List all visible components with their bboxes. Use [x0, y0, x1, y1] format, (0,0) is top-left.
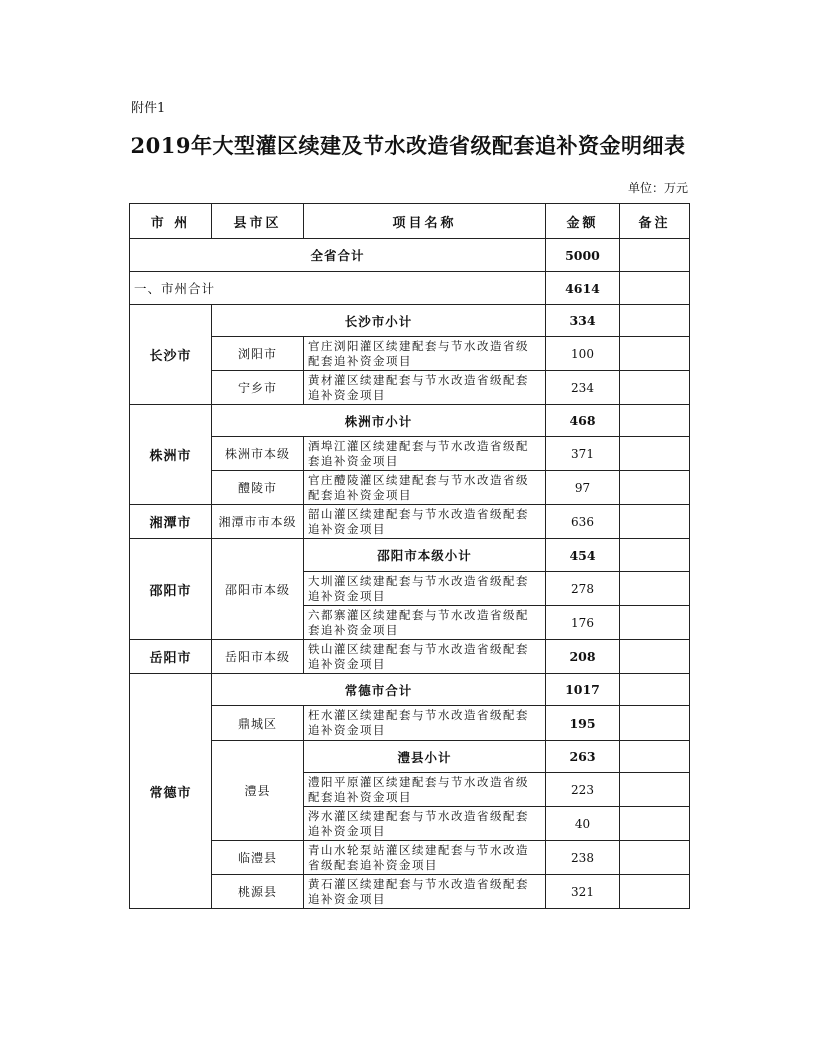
header-note: 备注 — [620, 204, 690, 239]
amount-cell: 208 — [546, 640, 620, 674]
subtotal-amount: 468 — [546, 405, 620, 437]
header-city: 市 州 — [130, 204, 212, 239]
note-cell — [620, 773, 690, 807]
attachment-label: 附件1 — [131, 101, 166, 116]
county-cell: 醴陵市 — [212, 471, 304, 505]
county-cell: 临澧县 — [212, 841, 304, 875]
note-cell — [620, 272, 690, 305]
city-cell: 常德市 — [130, 674, 212, 909]
city-total-label: 一、市州合计 — [130, 272, 546, 305]
subtotal-amount: 334 — [546, 305, 620, 337]
city-total-row — [130, 272, 690, 305]
note-cell — [620, 337, 690, 371]
amount-cell: 223 — [546, 773, 620, 807]
table-row — [130, 841, 690, 875]
county-cell: 澧县 — [212, 741, 304, 841]
table-row — [130, 505, 690, 539]
project-cell: 黄材灌区续建配套与节水改造省级配套追补资金项目 — [304, 371, 546, 405]
city-cell: 湘潭市 — [130, 505, 212, 539]
table-row — [130, 305, 690, 337]
table-row — [130, 741, 690, 773]
header-amount: 金额 — [546, 204, 620, 239]
project-cell: 青山水轮泵站灌区续建配套与节水改造省级配套追补资金项目 — [304, 841, 546, 875]
page-title: 2019年大型灌区续建及节水改造省级配套追补资金明细表 — [130, 133, 686, 158]
header-county: 县市区 — [212, 204, 304, 239]
unit-label: 单位：万元 — [628, 181, 689, 195]
county-cell: 湘潭市市本级 — [212, 505, 304, 539]
amount-cell: 278 — [546, 572, 620, 606]
header-project: 项目名称 — [304, 204, 546, 239]
note-cell — [620, 841, 690, 875]
project-cell: 铁山灌区续建配套与节水改造省级配套追补资金项目 — [304, 640, 546, 674]
table-row — [130, 875, 690, 909]
project-cell: 澧阳平原灌区续建配套与节水改造省级配套追补资金项目 — [304, 773, 546, 807]
table-row — [130, 706, 690, 741]
subtotal-label: 常德市合计 — [212, 674, 546, 706]
project-cell: 六都寨灌区续建配套与节水改造省级配套追补资金项目 — [304, 606, 546, 640]
province-total-label: 全省合计 — [130, 239, 546, 272]
amount-cell: 40 — [546, 807, 620, 841]
note-cell — [620, 539, 690, 572]
funding-table — [129, 203, 690, 909]
note-cell — [620, 674, 690, 706]
subtotal-label: 澧县小计 — [304, 741, 546, 773]
subtotal-amount: 1017 — [546, 674, 620, 706]
note-cell — [620, 305, 690, 337]
note-cell — [620, 572, 690, 606]
city-total-amount: 4614 — [546, 272, 620, 305]
project-cell: 大圳灌区续建配套与节水改造省级配套追补资金项目 — [304, 572, 546, 606]
table-row — [130, 640, 690, 674]
table-row — [130, 437, 690, 471]
project-cell: 韶山灌区续建配套与节水改造省级配套追补资金项目 — [304, 505, 546, 539]
note-cell — [620, 471, 690, 505]
amount-cell: 636 — [546, 505, 620, 539]
subtotal-label: 邵阳市本级小计 — [304, 539, 546, 572]
province-total-row — [130, 239, 690, 272]
amount-cell: 238 — [546, 841, 620, 875]
note-cell — [620, 875, 690, 909]
note-cell — [620, 741, 690, 773]
city-cell: 长沙市 — [130, 305, 212, 405]
amount-cell: 371 — [546, 437, 620, 471]
amount-cell: 195 — [546, 706, 620, 741]
city-cell: 邵阳市 — [130, 539, 212, 640]
subtotal-amount: 263 — [546, 741, 620, 773]
amount-cell: 176 — [546, 606, 620, 640]
project-cell: 官庄浏阳灌区续建配套与节水改造省级配套追补资金项目 — [304, 337, 546, 371]
amount-cell: 100 — [546, 337, 620, 371]
subtotal-label: 长沙市小计 — [212, 305, 546, 337]
county-cell: 宁乡市 — [212, 371, 304, 405]
city-cell: 株洲市 — [130, 405, 212, 505]
province-total-amount: 5000 — [546, 239, 620, 272]
note-cell — [620, 405, 690, 437]
note-cell — [620, 807, 690, 841]
table-row — [130, 405, 690, 437]
project-cell: 黄石灌区续建配套与节水改造省级配套追补资金项目 — [304, 875, 546, 909]
amount-cell: 97 — [546, 471, 620, 505]
note-cell — [620, 640, 690, 674]
table-row — [130, 371, 690, 405]
project-cell: 枉水灌区续建配套与节水改造省级配套追补资金项目 — [304, 706, 546, 741]
amount-cell: 234 — [546, 371, 620, 405]
county-cell: 鼎城区 — [212, 706, 304, 741]
note-cell — [620, 371, 690, 405]
project-cell: 酒埠江灌区续建配套与节水改造省级配套追补资金项目 — [304, 437, 546, 471]
note-cell — [620, 437, 690, 471]
county-cell: 邵阳市本级 — [212, 539, 304, 640]
note-cell — [620, 505, 690, 539]
table-header-row — [130, 204, 690, 239]
table-row — [130, 674, 690, 706]
note-cell — [620, 606, 690, 640]
note-cell — [620, 706, 690, 741]
county-cell: 桃源县 — [212, 875, 304, 909]
table-row — [130, 471, 690, 505]
project-cell: 涔水灌区续建配套与节水改造省级配套追补资金项目 — [304, 807, 546, 841]
table-row — [130, 539, 690, 572]
note-cell — [620, 239, 690, 272]
county-cell: 株洲市本级 — [212, 437, 304, 471]
county-cell: 岳阳市本级 — [212, 640, 304, 674]
table-row — [130, 337, 690, 371]
county-cell: 浏阳市 — [212, 337, 304, 371]
project-cell: 官庄醴陵灌区续建配套与节水改造省级配套追补资金项目 — [304, 471, 546, 505]
amount-cell: 321 — [546, 875, 620, 909]
subtotal-label: 株洲市小计 — [212, 405, 546, 437]
city-cell: 岳阳市 — [130, 640, 212, 674]
subtotal-amount: 454 — [546, 539, 620, 572]
